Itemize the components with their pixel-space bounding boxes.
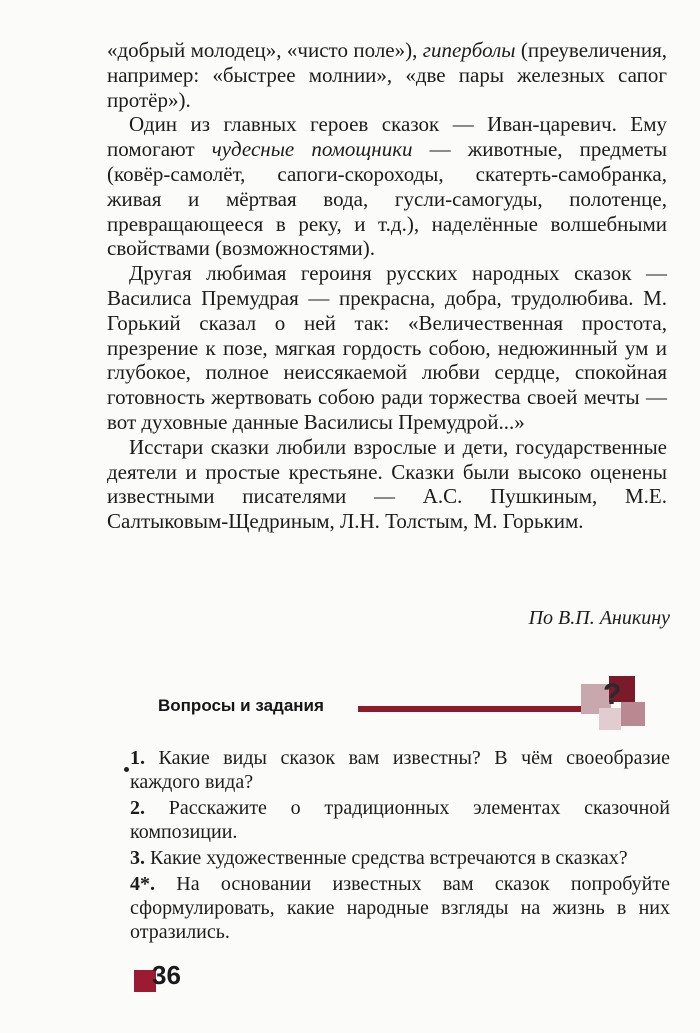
question-item	[130, 846, 670, 870]
question-text: Расскажите о традиционных элементах сказочной композиции.	[130, 797, 670, 843]
section-divider	[358, 706, 608, 712]
question-mark-icon	[581, 676, 653, 734]
paragraph-3: Другая любимая героиня русских народных сказок — Василиса Премудрая — прекрасна, добра, трудолюбива. М. Горький сказал о ней так: «Величественная простота, презрение к позе, мягкая гордость собою, недюжинный ум и глубокое, полное неиссякаемой любви сердце, спокойная готовность жертвовать собою ради торжества своей мечты — вот духовные данные Василисы Премудрой...»	[107, 261, 667, 434]
term-hyperbole: гиперболы	[422, 38, 516, 62]
paragraph-4: Исстари сказки любили взрослые и дети, государственные деятели и простые крестьяне. Сказки были высоко оценены известными писателями — А.С. Пушкиным, М.Е. Салтыковым-Щедриным, Л.Н. Толстым, М. Горьким.	[107, 434, 667, 534]
question-text: На основании известных вам сказок попробуйте сформулировать, какие народные взгляды на жизнь в них отразились.	[130, 873, 670, 943]
question-mark-glyph: ?	[603, 678, 622, 711]
question-item	[130, 872, 670, 944]
page-number: 36	[152, 960, 181, 990]
term-magic-helpers: чудесные помощники	[211, 137, 413, 162]
bullet-dot	[124, 767, 129, 772]
question-number: 3.	[130, 847, 145, 869]
attribution: По В.П. Аникину	[528, 607, 670, 629]
questions-list	[130, 746, 670, 946]
question-item	[130, 796, 670, 844]
question-text: Какие художественные средства встречаются в сказках?	[145, 847, 628, 869]
questions-section-header	[158, 676, 678, 734]
question-number: 1.	[130, 747, 145, 769]
section-title: Вопросы и задания	[158, 696, 324, 715]
question-number: 2.	[130, 797, 145, 819]
paragraph-1-rest: (преувеличения, например: «быстрее молнии», «две пары железных сапог протёр»).	[107, 38, 667, 112]
paragraph-2-text-a: Один из главных героев сказок — Иван-царевич. Ему помогают	[107, 112, 667, 162]
paragraph-1	[107, 38, 667, 112]
question-number: 4*.	[130, 873, 155, 895]
question-text: Какие виды сказок вам известны? В чём своеобразие каждого вида?	[130, 747, 670, 793]
main-text	[107, 38, 667, 534]
question-item	[130, 746, 670, 794]
paragraph-1-text: «добрый молодец», «чисто поле»),	[107, 38, 423, 62]
paragraph-2-text-b: — животные, предметы (ковёр-самолёт, сапоги-скороходы, скатерть-самобранка, живая и мёртвая вода, гусли-самогуды, полотенце, превращающееся в реку, и т.д.), наделённые волшебными свойствами (возможностями).	[107, 137, 668, 261]
page-number-block	[134, 960, 204, 996]
paragraph-2	[107, 112, 667, 261]
